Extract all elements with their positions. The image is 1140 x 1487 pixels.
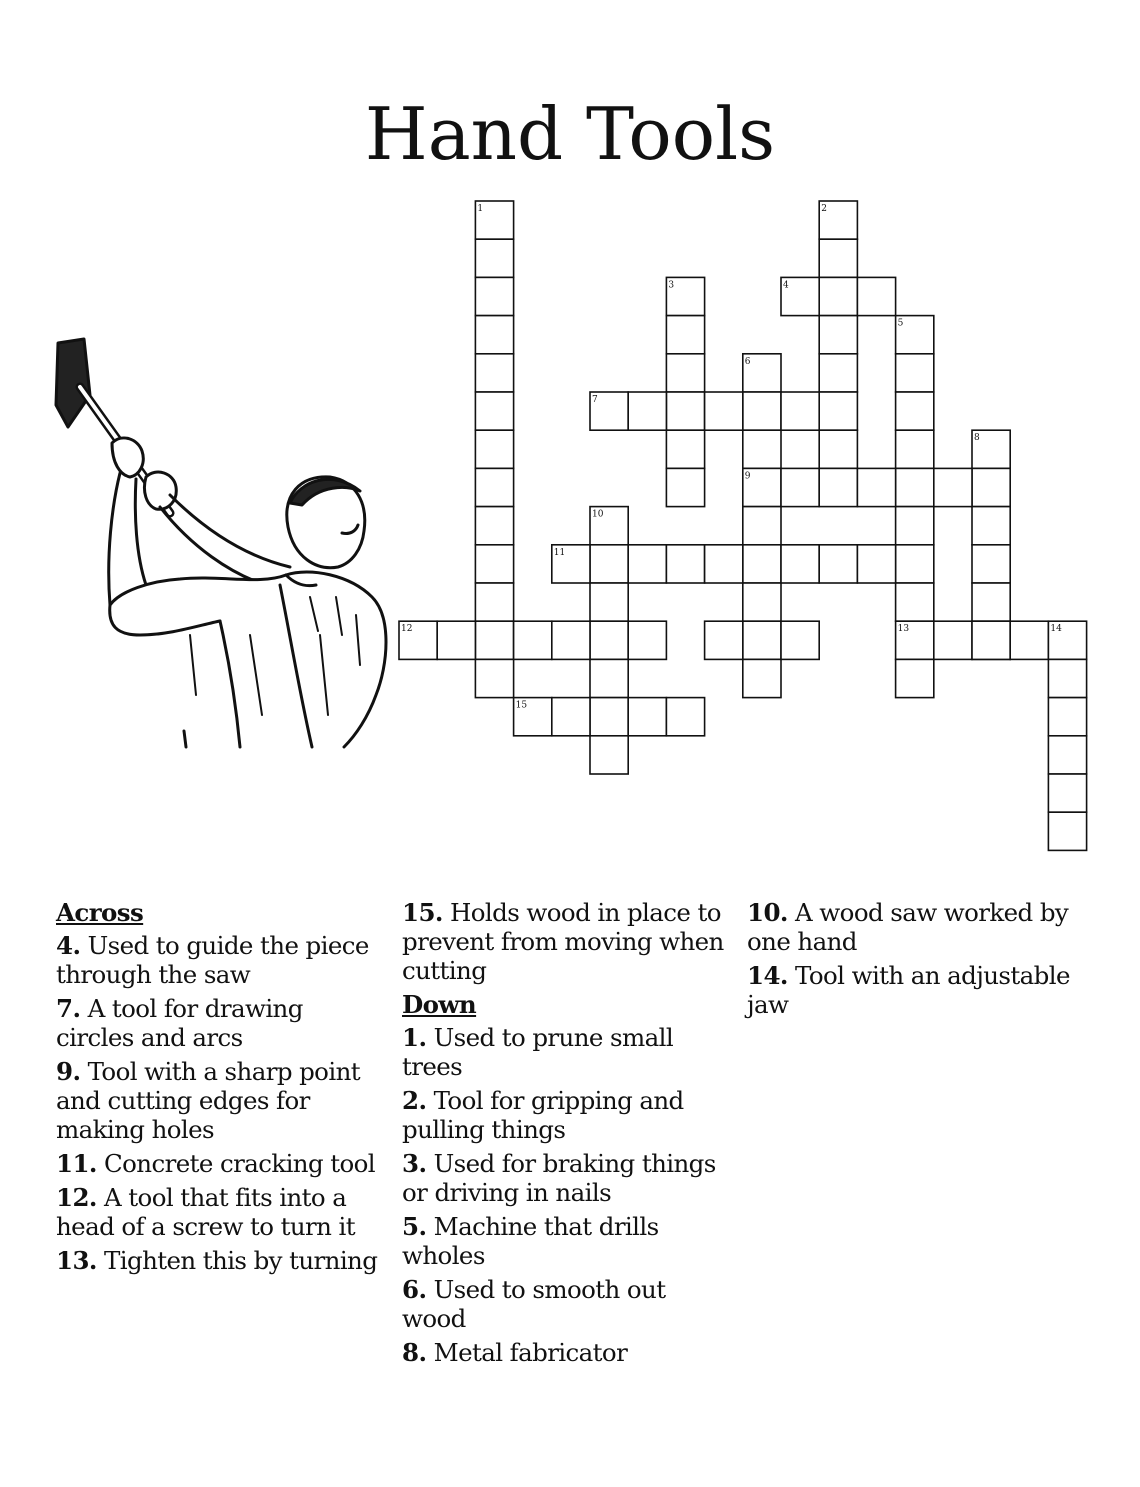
crossword-cell[interactable]: [1048, 659, 1086, 697]
crossword-cell[interactable]: [666, 277, 704, 315]
crossword-cell[interactable]: [857, 468, 895, 506]
crossword-cell[interactable]: [743, 545, 781, 583]
across-clue-7: 7. A tool for drawing circles and arcs: [56, 994, 303, 1052]
across-clue-4: 4. Used to guide the piece through the saw: [56, 931, 369, 989]
crossword-cell[interactable]: [972, 545, 1010, 583]
crossword-cell[interactable]: [666, 698, 704, 736]
crossword-cell[interactable]: [705, 545, 743, 583]
crossword-cell[interactable]: [819, 354, 857, 392]
crossword-cell[interactable]: [896, 659, 934, 697]
across-clue-13: 13. Tighten this by turning: [56, 1246, 378, 1275]
down-clue-1: 1. Used to prune small trees: [402, 1023, 674, 1081]
crossword-cell[interactable]: [896, 430, 934, 468]
crossword-cell[interactable]: [552, 545, 590, 583]
crossword-cell[interactable]: [475, 201, 513, 239]
crossword-cell[interactable]: [781, 545, 819, 583]
crossword-cell[interactable]: [819, 277, 857, 315]
crossword-cell[interactable]: [705, 621, 743, 659]
across-clue-9: 9. Tool with a sharp point and cutting edges for making holes: [56, 1057, 360, 1144]
clue-number-2: 2: [821, 204, 827, 214]
crossword-cell[interactable]: [628, 545, 666, 583]
clue-column-3: [747, 898, 1087, 1024]
crossword-cell[interactable]: [1010, 621, 1048, 659]
page-title: Hand Tools: [364, 92, 776, 176]
crossword-cell[interactable]: [1048, 774, 1086, 812]
crossword-cell[interactable]: [743, 659, 781, 697]
clue-number-6: 6: [744, 356, 751, 367]
clue-column-2: [402, 898, 732, 1372]
crossword-cell[interactable]: [475, 277, 513, 315]
clue-column-1: [56, 898, 386, 1280]
crossword-cell[interactable]: [857, 277, 895, 315]
crossword-cell[interactable]: [399, 621, 437, 659]
crossword-cell[interactable]: [896, 621, 934, 659]
crossword-cell[interactable]: [781, 392, 819, 430]
crossword-cell[interactable]: [666, 468, 704, 506]
crossword-cell[interactable]: [819, 392, 857, 430]
crossword-cell[interactable]: [590, 736, 628, 774]
crossword-cell[interactable]: [819, 316, 857, 354]
crossword-cell[interactable]: [896, 354, 934, 392]
crossword-cell[interactable]: [475, 507, 513, 545]
crossword-cell[interactable]: [972, 468, 1010, 506]
crossword-cell[interactable]: [475, 621, 513, 659]
crossword-cell[interactable]: [857, 545, 895, 583]
down-clue-8: 8. Metal fabricator: [402, 1338, 628, 1367]
crossword-cell[interactable]: [972, 583, 1010, 621]
crossword-cell[interactable]: [475, 316, 513, 354]
crossword-cell[interactable]: [743, 430, 781, 468]
crossword-cell[interactable]: [819, 430, 857, 468]
crossword-cell[interactable]: [819, 201, 857, 239]
crossword-cell[interactable]: [1048, 698, 1086, 736]
crossword-cell[interactable]: [743, 392, 781, 430]
down-clue-2: 2. Tool for gripping and pulling things: [402, 1086, 684, 1144]
clue-number-1: 1: [477, 204, 484, 214]
crossword-cell[interactable]: [475, 468, 513, 506]
crossword-cell[interactable]: [666, 354, 704, 392]
clue-number-4: 4: [783, 280, 789, 291]
crossword-cell[interactable]: [475, 239, 513, 277]
crossword-cell[interactable]: [1048, 812, 1086, 850]
crossword-cell[interactable]: [896, 316, 934, 354]
clue-number-10: 10: [592, 509, 604, 520]
man-swinging-sledgehammer-icon: [50, 335, 395, 750]
clue-number-13: 13: [897, 624, 910, 635]
crossword-cell[interactable]: [590, 698, 628, 736]
crossword-cell[interactable]: [590, 659, 628, 697]
crossword-cell[interactable]: [934, 621, 972, 659]
crossword-cell[interactable]: [896, 392, 934, 430]
crossword-cell[interactable]: [781, 621, 819, 659]
clue-number-14: 14: [1050, 624, 1062, 635]
crossword-cell[interactable]: [743, 583, 781, 621]
crossword-cell[interactable]: [514, 621, 552, 659]
crossword-cell[interactable]: [819, 545, 857, 583]
across-heading: Across: [56, 898, 144, 927]
crossword-cell[interactable]: [666, 430, 704, 468]
crossword-cell[interactable]: [896, 583, 934, 621]
crossword-cell[interactable]: [666, 316, 704, 354]
across-clue-12: 12. A tool that fits into a head of a screw to turn it: [56, 1183, 355, 1241]
crossword-cell[interactable]: [972, 507, 1010, 545]
across-clue-11: 11. Concrete cracking tool: [56, 1149, 376, 1178]
crossword-cell[interactable]: [552, 698, 590, 736]
crossword-cell[interactable]: [590, 583, 628, 621]
crossword-cell[interactable]: [590, 507, 628, 545]
crossword-cell[interactable]: [743, 507, 781, 545]
crossword-cell[interactable]: [475, 583, 513, 621]
crossword-cell[interactable]: [781, 468, 819, 506]
crossword-cell[interactable]: [1048, 621, 1086, 659]
crossword-cell[interactable]: [972, 621, 1010, 659]
clue-number-9: 9: [744, 471, 751, 482]
crossword-cell[interactable]: [934, 468, 972, 506]
across-clue-15: 15. Holds wood in place to prevent from moving when cutting: [402, 898, 724, 985]
down-heading: Down: [402, 990, 477, 1019]
crossword-cell[interactable]: [1048, 736, 1086, 774]
crossword-cell[interactable]: [475, 430, 513, 468]
crossword-cell[interactable]: [628, 621, 666, 659]
clue-number-11: 11: [553, 547, 566, 558]
crossword-cell[interactable]: [896, 545, 934, 583]
crossword-cell[interactable]: [743, 468, 781, 506]
crossword-cell[interactable]: [666, 545, 704, 583]
clue-number-7: 7: [592, 395, 598, 405]
crossword-cell[interactable]: [743, 621, 781, 659]
crossword-cell[interactable]: [896, 468, 934, 506]
crossword-cell[interactable]: [437, 621, 475, 659]
crossword-cell[interactable]: [628, 392, 666, 430]
down-clue-3: 3. Used for braking things or driving in nails: [402, 1149, 716, 1207]
crossword-cell[interactable]: [475, 392, 513, 430]
crossword-cell[interactable]: [590, 545, 628, 583]
crossword-cell[interactable]: [475, 659, 513, 697]
clue-number-15: 15: [515, 700, 528, 711]
crossword-cell[interactable]: [743, 354, 781, 392]
crossword-cell[interactable]: [475, 545, 513, 583]
crossword-cell[interactable]: [705, 392, 743, 430]
crossword-cell[interactable]: [552, 621, 590, 659]
crossword-cell[interactable]: [514, 698, 552, 736]
crossword-cell[interactable]: [819, 468, 857, 506]
crossword-cell[interactable]: [628, 698, 666, 736]
down-clue-5: 5. Machine that drills wholes: [402, 1212, 659, 1270]
down-clue-14: 14. Tool with an adjustable jaw: [747, 961, 1070, 1019]
crossword-cell[interactable]: [475, 354, 513, 392]
clue-number-12: 12: [401, 624, 413, 635]
crossword-cell[interactable]: [896, 507, 934, 545]
crossword-cell[interactable]: [590, 621, 628, 659]
clue-number-3: 3: [668, 280, 675, 291]
crossword-cell[interactable]: [972, 430, 1010, 468]
crossword-cell[interactable]: [590, 392, 628, 430]
down-clue-10: 10. A wood saw worked by one hand: [747, 898, 1069, 956]
down-clue-6: 6. Used to smooth out wood: [402, 1275, 666, 1333]
clue-number-5: 5: [897, 318, 904, 329]
crossword-cell[interactable]: [819, 239, 857, 277]
crossword-cell[interactable]: [781, 277, 819, 315]
crossword-cell[interactable]: [666, 392, 704, 430]
clue-number-8: 8: [974, 433, 980, 444]
